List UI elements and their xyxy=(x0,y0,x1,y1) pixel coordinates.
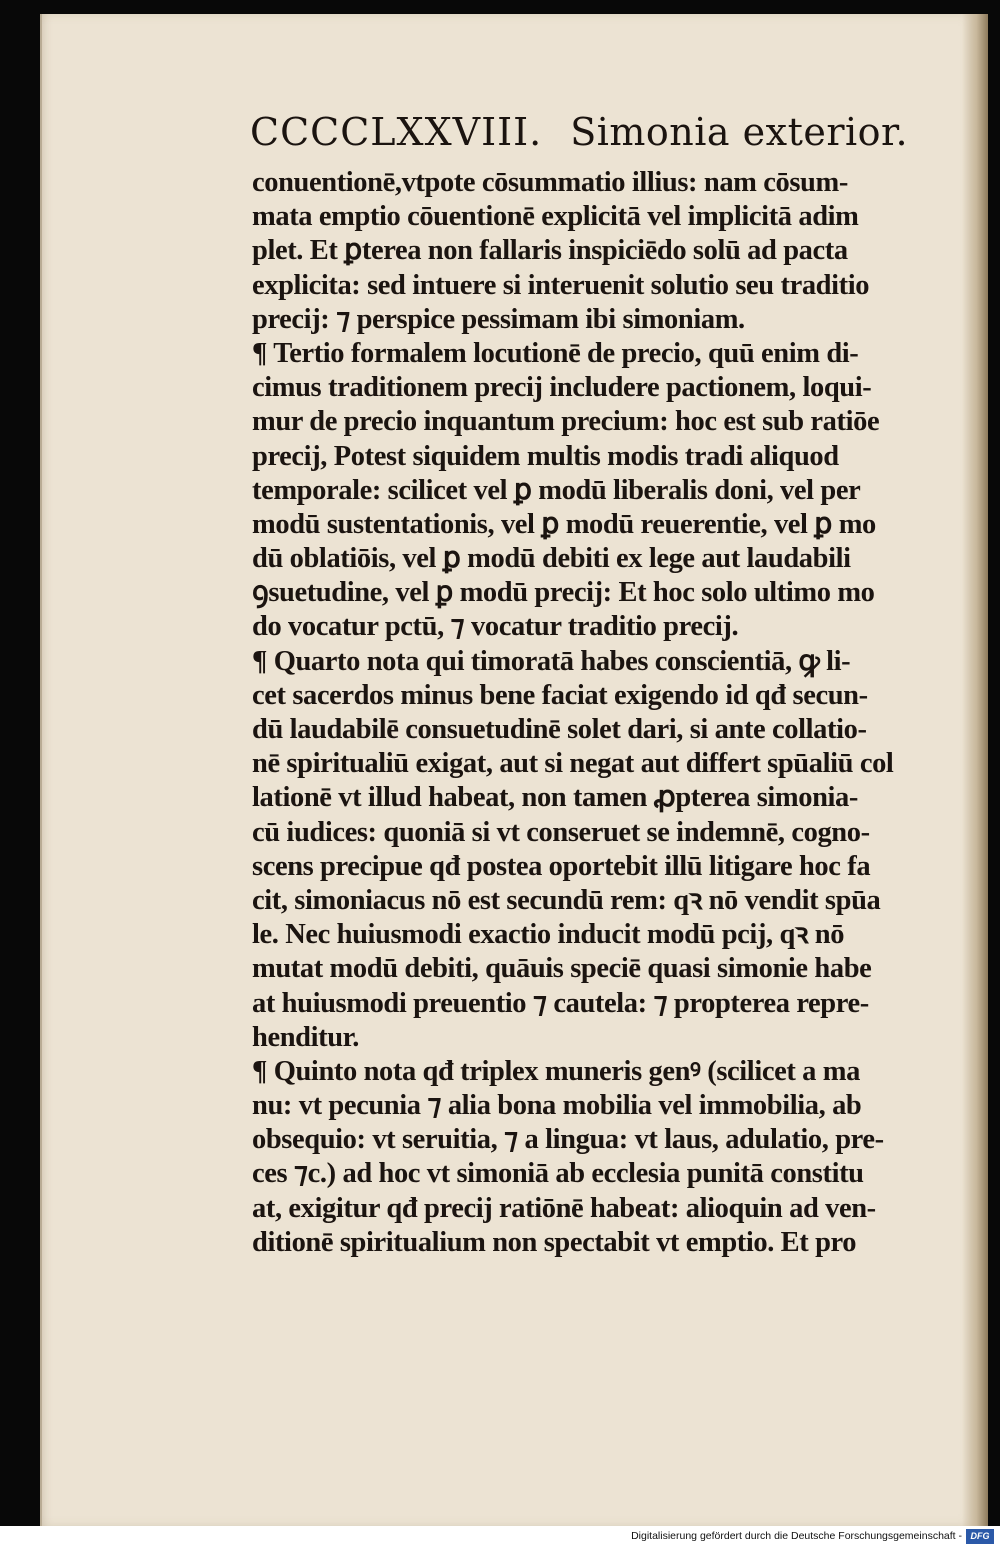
text-line: precij: ⁊ perspice pessimam ibi simoniam. xyxy=(252,303,745,335)
text-line: at, exigitur qđ precij ratiōnē habeat: alioquin ad ven- xyxy=(252,1192,876,1224)
text-line: cimus traditionem precij includere pactionem, loqui- xyxy=(252,372,872,404)
folio-number: CCCCLXXVIII. xyxy=(250,110,543,154)
text-line: dū laudabilē consuetudinē solet dari, si ante collatio- xyxy=(252,714,867,745)
running-head xyxy=(250,110,962,162)
book-page xyxy=(40,14,988,1526)
text-line: ¶ Tertio formalem locutionē de precio, quū enim di- xyxy=(252,337,859,369)
text-line: scens precipue qđ postea oportebit illū litigare hoc fa xyxy=(252,850,871,882)
funding-credit: Digitalisierung gefördert durch die Deutsche Forschungsgemeinschaft - xyxy=(631,1530,962,1542)
text-line: nu: vt pecunia ⁊ alia bona mobilia vel immobilia, ab xyxy=(252,1090,862,1122)
text-line: ¶ Quarto nota qui timoratā habes conscientiā, ꝙ li- xyxy=(252,645,851,677)
text-line: at huiusmodi preuentio ⁊ cautela: ⁊ propterea repre- xyxy=(252,987,869,1019)
running-title: Simonia exterior. xyxy=(570,110,909,154)
text-line: dū oblatiōis, vel ꝑ modū debiti ex lege aut laudabili xyxy=(252,543,851,575)
text-line: cit, simoniacus nō est secundū rem: qꝛ nō vendit spūa xyxy=(252,884,881,916)
text-line: lationē vt illud habeat, non tamen ꝓpterea simonia- xyxy=(252,782,859,814)
dfg-logo-icon: DFG xyxy=(966,1529,994,1544)
text-line: cet sacerdos minus bene faciat exigendo id qđ secun- xyxy=(252,679,868,711)
text-line: ces ⁊c.) ad hoc vt simoniā ab ecclesia punitā constitu xyxy=(252,1158,864,1190)
text-line: ¶ Quinto nota qđ triplex muneris genꝰ (scilicet a ma xyxy=(252,1055,860,1087)
text-line: temporale: scilicet vel ꝑ modū liberalis doni, vel per xyxy=(252,474,861,506)
footer-bar xyxy=(0,1526,1000,1549)
page-gutter-shadow xyxy=(962,14,988,1526)
text-line: le. Nec huiusmodi exactio inducit modū pcij, qꝛ nō xyxy=(252,919,845,951)
text-line: henditur. xyxy=(252,1021,360,1053)
text-line: obsequio: vt seruitia, ⁊ a lingua: vt laus, adulatio, pre- xyxy=(252,1124,884,1156)
text-line: do vocatur pctū, ⁊ vocatur traditio precij. xyxy=(252,611,739,643)
text-line: ditionē spiritualium non spectabit vt emptio. Et pro xyxy=(252,1226,857,1258)
text-block xyxy=(252,110,962,1260)
text-line: nē spiritualiū exigat, aut si negat aut differt spūaliū col xyxy=(252,748,894,780)
text-line: plet. Et ꝑterea non fallaris inspiciēdo solū ad pacta xyxy=(252,235,848,267)
text-lines xyxy=(252,166,962,1260)
text-line: conuentionē,vtpote cōsummatio illius: nam cōsum- xyxy=(252,167,848,198)
text-line: cū iudices: quoniā si vt conseruet se indemnē, cogno- xyxy=(252,816,870,848)
text-line: mur de precio inquantum precium: hoc est sub ratiōe xyxy=(252,406,880,438)
text-line: explicita: sed intuere si interuenit solutio seu traditio xyxy=(252,269,870,301)
text-line: ꝯsuetudine, vel ꝑ modū precij: Et hoc solo ultimo mo xyxy=(252,577,875,609)
text-line: modū sustentationis, vel ꝑ modū reuerentie, vel ꝑ mo xyxy=(252,508,876,540)
text-line: mutat modū debiti, quāuis speciē quasi simonie habe xyxy=(252,953,872,985)
text-line: precij, Potest siquidem multis modis tradi aliquod xyxy=(252,440,839,472)
text-line: mata emptio cōuentionē explicitā vel implicitā adim xyxy=(252,201,859,233)
